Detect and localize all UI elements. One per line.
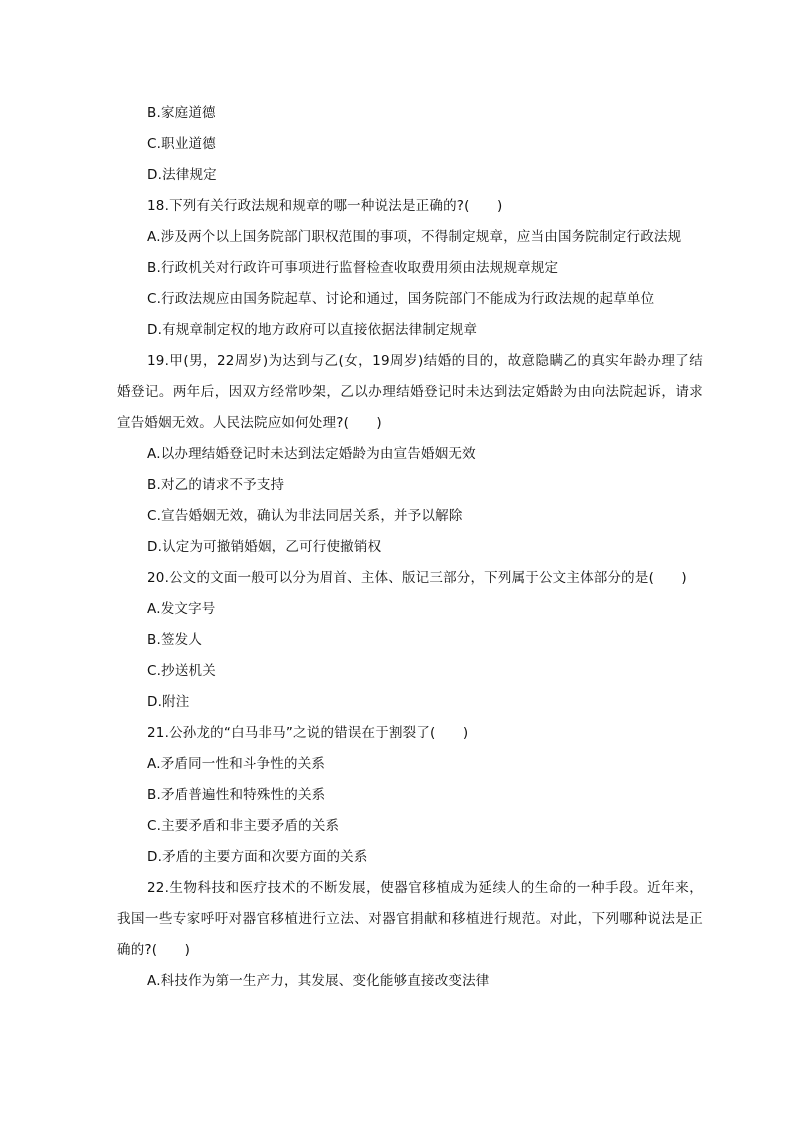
q18-stem: 18.下列有关行政法规和规章的哪一种说法是正确的?( ) [147,198,503,214]
q17-option-c: C.职业道德 [147,136,216,152]
q21-option-c: C.主要矛盾和非主要矛盾的关系 [147,818,340,834]
q21-option-d: D.矛盾的主要方面和次要方面的关系 [147,849,368,865]
q18-option-c: C.行政法规应由国务院起草、讨论和通过，国务院部门不能成为行政法规的起草单位 [147,291,655,307]
q17-option-d: D.法律规定 [147,167,217,183]
q19-option-d: D.认定为可撤销婚姻，乙可行使撤销权 [147,539,382,555]
q20-stem: 20.公文的文面一般可以分为眉首、主体、版记三部分，下列属于公文主体部分的是( ) [147,570,687,586]
q17-option-b: B.家庭道德 [147,105,216,121]
q22-stem: 22.生物科技和医疗技术的不断发展，使器官移植成为延续人的生命的一种手段。近年来，我国一些专家呼吁对器官移植进行立法、对器官捐献和移植进行规范。对此，下列哪种说法是正确的?( ) [117,880,703,958]
q22-option-a: A.科技作为第一生产力，其发展、变化能够直接改变法律 [147,973,490,989]
q21-option-a: A.矛盾同一性和斗争性的关系 [147,756,326,772]
q18-option-a: A.涉及两个以上国务院部门职权范围的事项，不得制定规章，应当由国务院制定行政法规 [147,229,682,245]
q20-option-d: D.附注 [147,694,190,710]
q19-stem: 19.甲(男，22周岁)为达到与乙(女，19周岁)结婚的目的，故意隐瞒乙的真实年龄办理了结婚登记。两年后，因双方经常吵架，乙以办理结婚登记时未达到法定婚龄为由向法院起诉，请求宣告婚姻无效。人民法院应如何处理?( ) [117,353,703,431]
q19-option-b: B.对乙的请求不予支持 [147,477,285,493]
q20-option-b: B.签发人 [147,632,203,648]
q20-option-a: A.发文字号 [147,601,216,617]
q18-option-d: D.有规章制定权的地方政府可以直接依据法律制定规章 [147,322,478,338]
q21-stem: 21.公孙龙的“白马非马”之说的错误在于割裂了( ) [147,725,469,741]
q19-option-a: A.以办理结婚登记时未达到法定婚龄为由宣告婚姻无效 [147,446,476,462]
q18-option-b: B.行政机关对行政许可事项进行监督检查收取费用须由法规规章规定 [147,260,559,276]
q20-option-c: C.抄送机关 [147,663,216,679]
document-page [117,98,703,997]
q21-option-b: B.矛盾普遍性和特殊性的关系 [147,787,326,803]
q19-option-c: C.宣告婚姻无效，确认为非法同居关系，并予以解除 [147,508,463,524]
